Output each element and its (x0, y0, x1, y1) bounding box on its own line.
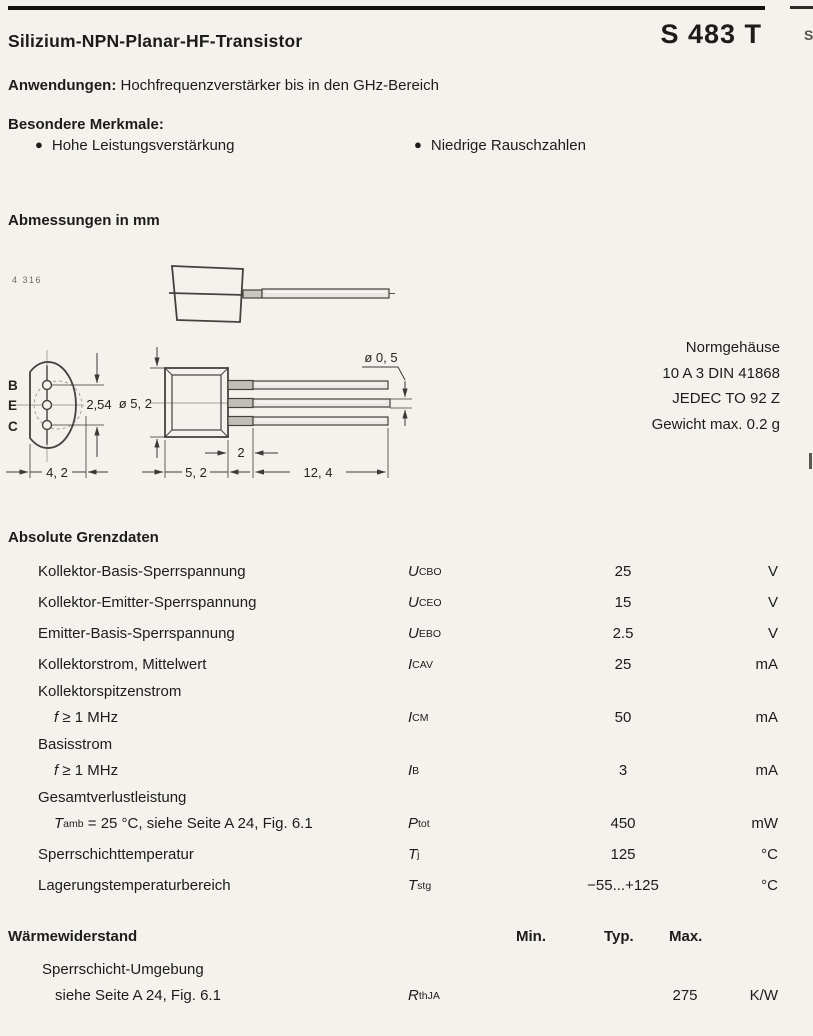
part-number: S 483 T (660, 19, 762, 49)
thermal-max: 275 (672, 987, 698, 1004)
limit-condition: T amb = 25 °C, siehe Seite A 24, Fig. 6.1 (54, 815, 313, 832)
limit-row (0, 786, 813, 839)
thermal-heading: Wärmewiderstand (8, 928, 138, 945)
limit-unit: mA (755, 656, 778, 673)
limit-symbol: I B (408, 762, 420, 779)
dim-front-width: 4, 2 (46, 465, 68, 480)
feature-label: Niedrige Rauschzahlen (430, 137, 586, 154)
bullet-icon: ● (414, 137, 422, 152)
limit-row (0, 680, 813, 733)
limit-unit: mW (751, 815, 778, 832)
limit-value: 2.5 (612, 625, 634, 642)
pin-label-c: C (8, 419, 18, 434)
thermal-row (0, 958, 813, 1011)
limit-value: 25 (614, 656, 632, 673)
pin-label-e: E (8, 398, 18, 413)
thermal-typ (592, 980, 644, 1011)
limit-param: Kollektor-Emitter-Sperrspannung (38, 594, 257, 611)
limit-param: Kollektorstrom, Mittelwert (38, 656, 207, 673)
thermal-col-max: Max. (669, 928, 703, 945)
case-info-block (652, 335, 780, 437)
limit-row (0, 839, 813, 870)
limit-value: 450 (610, 815, 636, 832)
limit-symbol: T stg (408, 877, 432, 894)
limit-symbol: U CEO (408, 594, 442, 611)
thermal-col-typ: Typ. (604, 928, 634, 945)
limit-param: Basisstrom (38, 735, 113, 753)
limit-row (0, 870, 813, 901)
dim-side-width: 5, 2 (185, 465, 207, 480)
limit-param: Kollektor-Basis-Sperrspannung (38, 563, 246, 580)
thermal-table (0, 958, 813, 1011)
thermal-unit: K/W (749, 987, 778, 1004)
page-title: Silizium-NPN-Planar-HF-Transistor (8, 31, 303, 51)
applications-line (8, 77, 439, 94)
limit-param: Emitter-Basis-Sperrspannung (38, 625, 235, 642)
thermal-col-min: Min. (516, 928, 546, 945)
limit-condition: f ≥ 1 MHz (54, 709, 119, 726)
feature-item (35, 137, 234, 154)
applications-label: Anwendungen: (8, 77, 117, 94)
limit-unit: °C (761, 846, 778, 863)
limit-row (0, 733, 813, 786)
case-info-line: JEDEC TO 92 Z (672, 390, 780, 407)
package-side-view (119, 347, 412, 480)
limit-value: 25 (614, 563, 632, 580)
limit-condition: f ≥ 1 MHz (54, 762, 119, 779)
page-edge-artifact (790, 6, 813, 9)
package-side-lying-view (169, 266, 395, 322)
limit-symbol: I CM (408, 709, 429, 726)
limit-row (0, 556, 813, 587)
dimensions-heading: Abmessungen in mm (8, 212, 160, 229)
figure-code: 4 316 (12, 275, 43, 285)
limit-unit: V (767, 563, 778, 580)
features-heading: Besondere Merkmale: (8, 116, 164, 133)
limit-unit: V (767, 594, 778, 611)
limit-value: 3 (618, 762, 628, 779)
limit-param: Lagerungstemperaturbereich (38, 877, 231, 894)
limit-param: Kollektorspitzenstrom (38, 682, 182, 700)
limit-symbol: U CBO (408, 563, 442, 580)
limits-heading: Absolute Grenzdaten (8, 529, 159, 546)
dim-lead-length: 12, 4 (303, 465, 333, 480)
limit-symbol: I CAV (408, 656, 433, 673)
limit-row (0, 618, 813, 649)
feature-label: Hohe Leistungsverstärkung (51, 137, 235, 154)
case-info-line: Gewicht max. 0.2 g (651, 415, 780, 433)
package-front-view (6, 350, 112, 480)
limit-param: Sperrschichttemperatur (38, 846, 194, 863)
dim-lead-stub: 2 (237, 445, 245, 460)
pin-label-b: B (8, 378, 18, 393)
page-edge-artifact: S (804, 27, 813, 43)
limit-symbol: U EBO (408, 625, 442, 642)
case-info-line: Normgehäuse (685, 339, 780, 356)
thermal-symbol: R thJA (408, 987, 440, 1004)
thermal-min (505, 980, 557, 1011)
limit-unit: °C (761, 877, 778, 894)
thermal-header-row (0, 928, 813, 950)
limit-row (0, 649, 813, 680)
limit-row (0, 587, 813, 618)
limit-unit: V (767, 625, 778, 642)
thermal-param: Sperrschicht-Umgebung (42, 960, 204, 978)
limit-value: 125 (610, 846, 636, 863)
limit-value: 15 (614, 594, 632, 611)
case-info-line: 10 A 3 DIN 41868 (662, 364, 780, 382)
limit-value: −55...+125 (587, 877, 659, 894)
thermal-condition: siehe Seite A 24, Fig. 6.1 (55, 987, 221, 1004)
feature-item (414, 137, 586, 154)
dim-body-diameter: ø 5, 2 (118, 396, 152, 411)
limit-value: 50 (614, 709, 632, 726)
dim-lead-diameter: ø 0, 5 (364, 350, 398, 365)
limits-table (0, 556, 813, 901)
dim-pin-spacing: 2,54 (86, 397, 112, 412)
top-rule (8, 6, 765, 10)
limit-symbol: P tot (408, 815, 430, 832)
bullet-icon: ● (35, 137, 43, 152)
applications-text: Hochfrequenzverstärker bis in den GHz-Bereich (120, 77, 439, 94)
limit-symbol: T j (408, 846, 420, 863)
limit-param: Gesamtverlustleistung (38, 788, 187, 806)
limit-unit: mA (755, 762, 778, 779)
limit-unit: mA (755, 709, 778, 726)
